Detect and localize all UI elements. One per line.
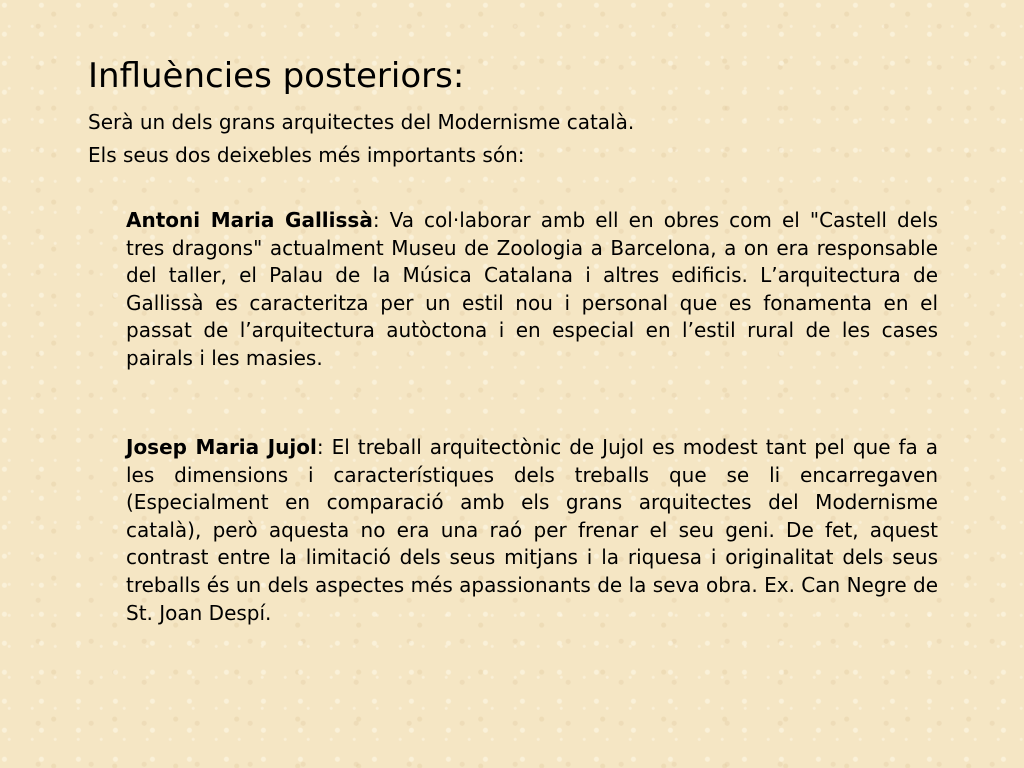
intro-line-modernisme: Serà un dels grans arquitectes del Modernisme català. <box>88 110 635 134</box>
disciple-paragraph-jujol <box>126 434 938 627</box>
disciple-description: : Va col·laborar amb ell en obres com el "Castell dels tres dragons" actualment Museu de Zoologia a Barcelona, a on era responsable del taller, el Palau de la Música Catalana i altres edificis. L’arquitectura de Gallissà es caracteritza per un estil nou i personal que es fonamenta en el passat de l’arquitectura autòctona i en especial en l’estil rural de les cases pairals i les masies. <box>126 208 938 370</box>
disciple-name: Josep Maria Jujol <box>126 435 317 459</box>
disciple-description: : El treball arquitectònic de Jujol es modest tant pel que fa a les dimensions i característiques dels treballs que se li encarregaven (Especialment en comparació amb els grans arquitectes del Modernisme català), però aquesta no era una raó per frenar el seu geni. De fet, aquest contrast entre la limitació dels seus mitjans i la riquesa i originalitat dels seus treballs és un dels aspectes més apassionants de la seva obra. Ex. Can Negre de St. Joan Despí. <box>126 435 939 625</box>
slide-title: Influències posteriors: <box>88 56 465 96</box>
disciple-paragraph-gallissa <box>126 207 938 373</box>
intro-line-disciples: Els seus dos deixebles més importants són: <box>88 143 525 167</box>
disciple-name: Antoni Maria Gallissà <box>126 208 373 232</box>
